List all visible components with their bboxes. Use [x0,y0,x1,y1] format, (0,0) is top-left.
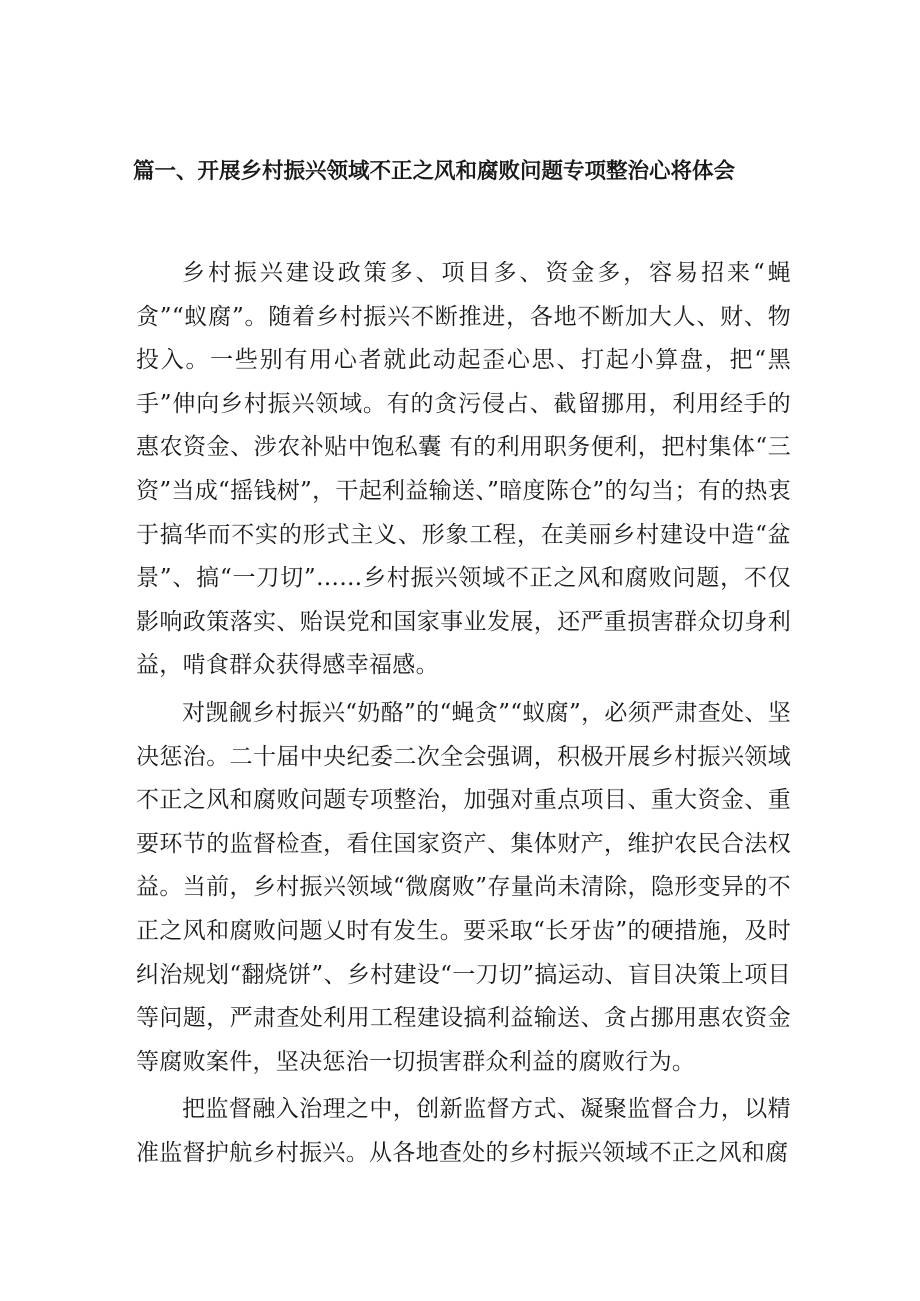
paragraph-3: 把监督融入治理之中，创新监督方式、凝聚监督合力，以精准监督护航乡村振兴。从各地查处的乡村振兴领域不正之风和腐 [136,1096,791,1166]
document-body [136,252,791,1179]
document-title: 篇一、开展乡村振兴领域不正之风和腐败问题专项整治心将体会 [133,159,736,184]
paragraph-1: 乡村振兴建设政策多、项目多、资金多，容易招来“蝇贪”“蚁腐”。随着乡村振兴不断推进，各地不断加大人、财、物投入。一些别有用心者就此动起歪心思、打起小算盘，把“黑手”伸向乡村振兴领域。有的贪污侵占、截留挪用，利用经手的惠农资金、涉农补贴中饱私囊 有的利用职务便利，把村集体“三资”当成“摇钱树”，干起利益输送、”暗度陈仓”的勾当；有的热衷于搞华而不实的形式主义、形象工程，在美丽乡村建设中造“盆景”、搞“一刀切”……乡村振兴领域不正之风和腐败问题，不仅影响政策落实、贻误党和国家事业发展，还严重损害群众切身利益，啃食群众获得感幸福感。 [136,260,791,679]
paragraph-2: 对觊觎乡村振兴“奶酪”的“蝇贪”“蚁腐”，必须严肃查处、坚决惩治。二十届中央纪委二次全会强调，积极开展乡村振兴领域不正之风和腐败问题专项整治，加强对重点项目、重大资金、重要环节的监督检查，看住国家资产、集体财产，维护农民合法权益。当前，乡村振兴领域“微腐败”存量尚未清除，隐形变异的不正之风和腐败问题乂时有发生。要采取“长牙齿”的硬措施，及时纠治规划“翻烧饼”、乡村建设“一刀切”搞运动、盲目决策上项目等问题，严肃查处利用工程建设搞利益输送、贪占挪用惠农资金等腐败案件，坚决惩治一切损害群众利益的腐败行为。 [136,699,791,1075]
